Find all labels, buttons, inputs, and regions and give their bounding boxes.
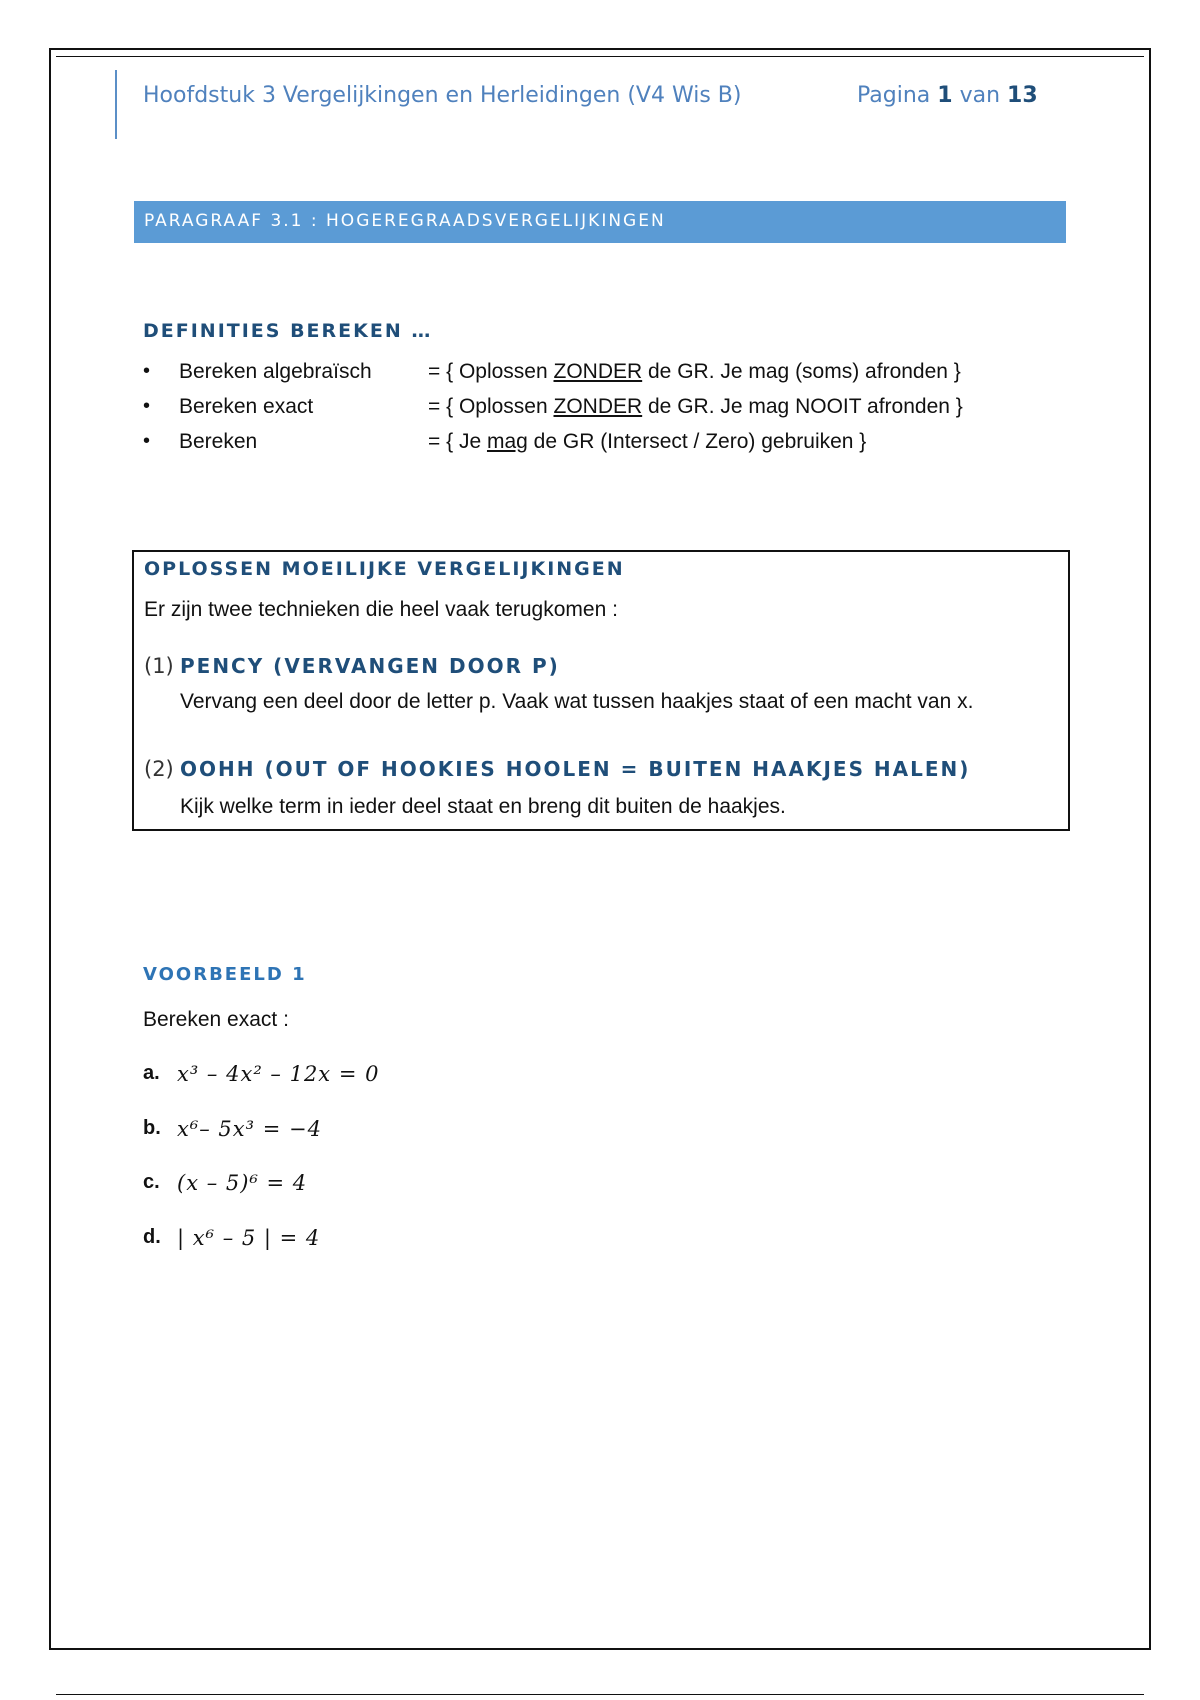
exercise-label: d. [143,1226,161,1248]
definition-item [143,395,1043,430]
exercise-label: c. [143,1171,160,1193]
techniques-heading: OPLOSSEN MOEILIJKE VERGELIJKINGEN [144,558,625,580]
example-intro: Bereken exact : [143,1008,289,1031]
exercise-formula: (x – 5)⁶ = 4 [177,1171,308,1195]
definition-desc: = { Oplossen ZONDER de GR. Je mag (soms) afronden } [428,360,961,383]
page-total: 13 [1007,83,1038,108]
technique-desc: Kijk welke term in ieder deel staat en breng dit buiten de haakjes. [180,795,786,818]
definitions-list [143,360,1043,465]
bottom-rule [56,1694,1144,1695]
exercise-label: b. [143,1117,161,1139]
bullet-icon: • [143,360,151,382]
definition-term: Bereken exact [179,395,314,418]
exercise-formula: x³ – 4x² – 12x = 0 [177,1062,380,1086]
paragraph-banner: PARAGRAAF 3.1 : HOGEREGRAADSVERGELIJKINGEN [134,201,1066,243]
technique-number: (2) [144,757,174,781]
example-heading: VOORBEELD 1 [143,964,307,985]
technique-desc: Vervang een deel door de letter p. Vaak wat tussen haakjes staat of een macht van x. [180,690,974,713]
chapter-title: Hoofdstuk 3 Vergelijkingen en Herleidingen (V4 Wis B) [143,83,742,108]
exercise-label: a. [143,1062,160,1084]
exercise-formula: | x⁶ – 5 | = 4 [177,1226,321,1250]
top-rule [56,56,1144,57]
header-accent-bar [115,70,117,139]
page-mid: van [959,83,1001,108]
definition-term: Bereken algebraïsch [179,360,372,383]
technique-number: (1) [144,654,174,678]
techniques-intro: Er zijn twee technieken die heel vaak terugkomen : [144,598,618,621]
techniques-box [132,550,1070,831]
exercise-formula: x⁶– 5x³ = −4 [177,1117,322,1141]
definition-term: Bereken [179,430,258,453]
bullet-icon: • [143,395,151,417]
page-prefix: Pagina [857,83,931,108]
technique-title: OOHH (OUT OF HOOKIES HOOLEN = BUITEN HAAKJES HALEN) [180,757,971,781]
bullet-icon: • [143,430,151,452]
page-current: 1 [937,83,953,108]
definitions-heading: DEFINITIES BEREKEN … [143,320,433,342]
definition-item [143,360,1043,395]
definition-desc: = { Oplossen ZONDER de GR. Je mag NOOIT afronden } [428,395,963,418]
technique-title: PENCY (VERVANGEN DOOR P) [180,654,560,678]
page-indicator [857,83,1038,108]
definition-item [143,430,1043,465]
definition-desc: = { Je mag de GR (Intersect / Zero) gebruiken } [428,430,867,453]
page-frame [49,48,1151,1650]
